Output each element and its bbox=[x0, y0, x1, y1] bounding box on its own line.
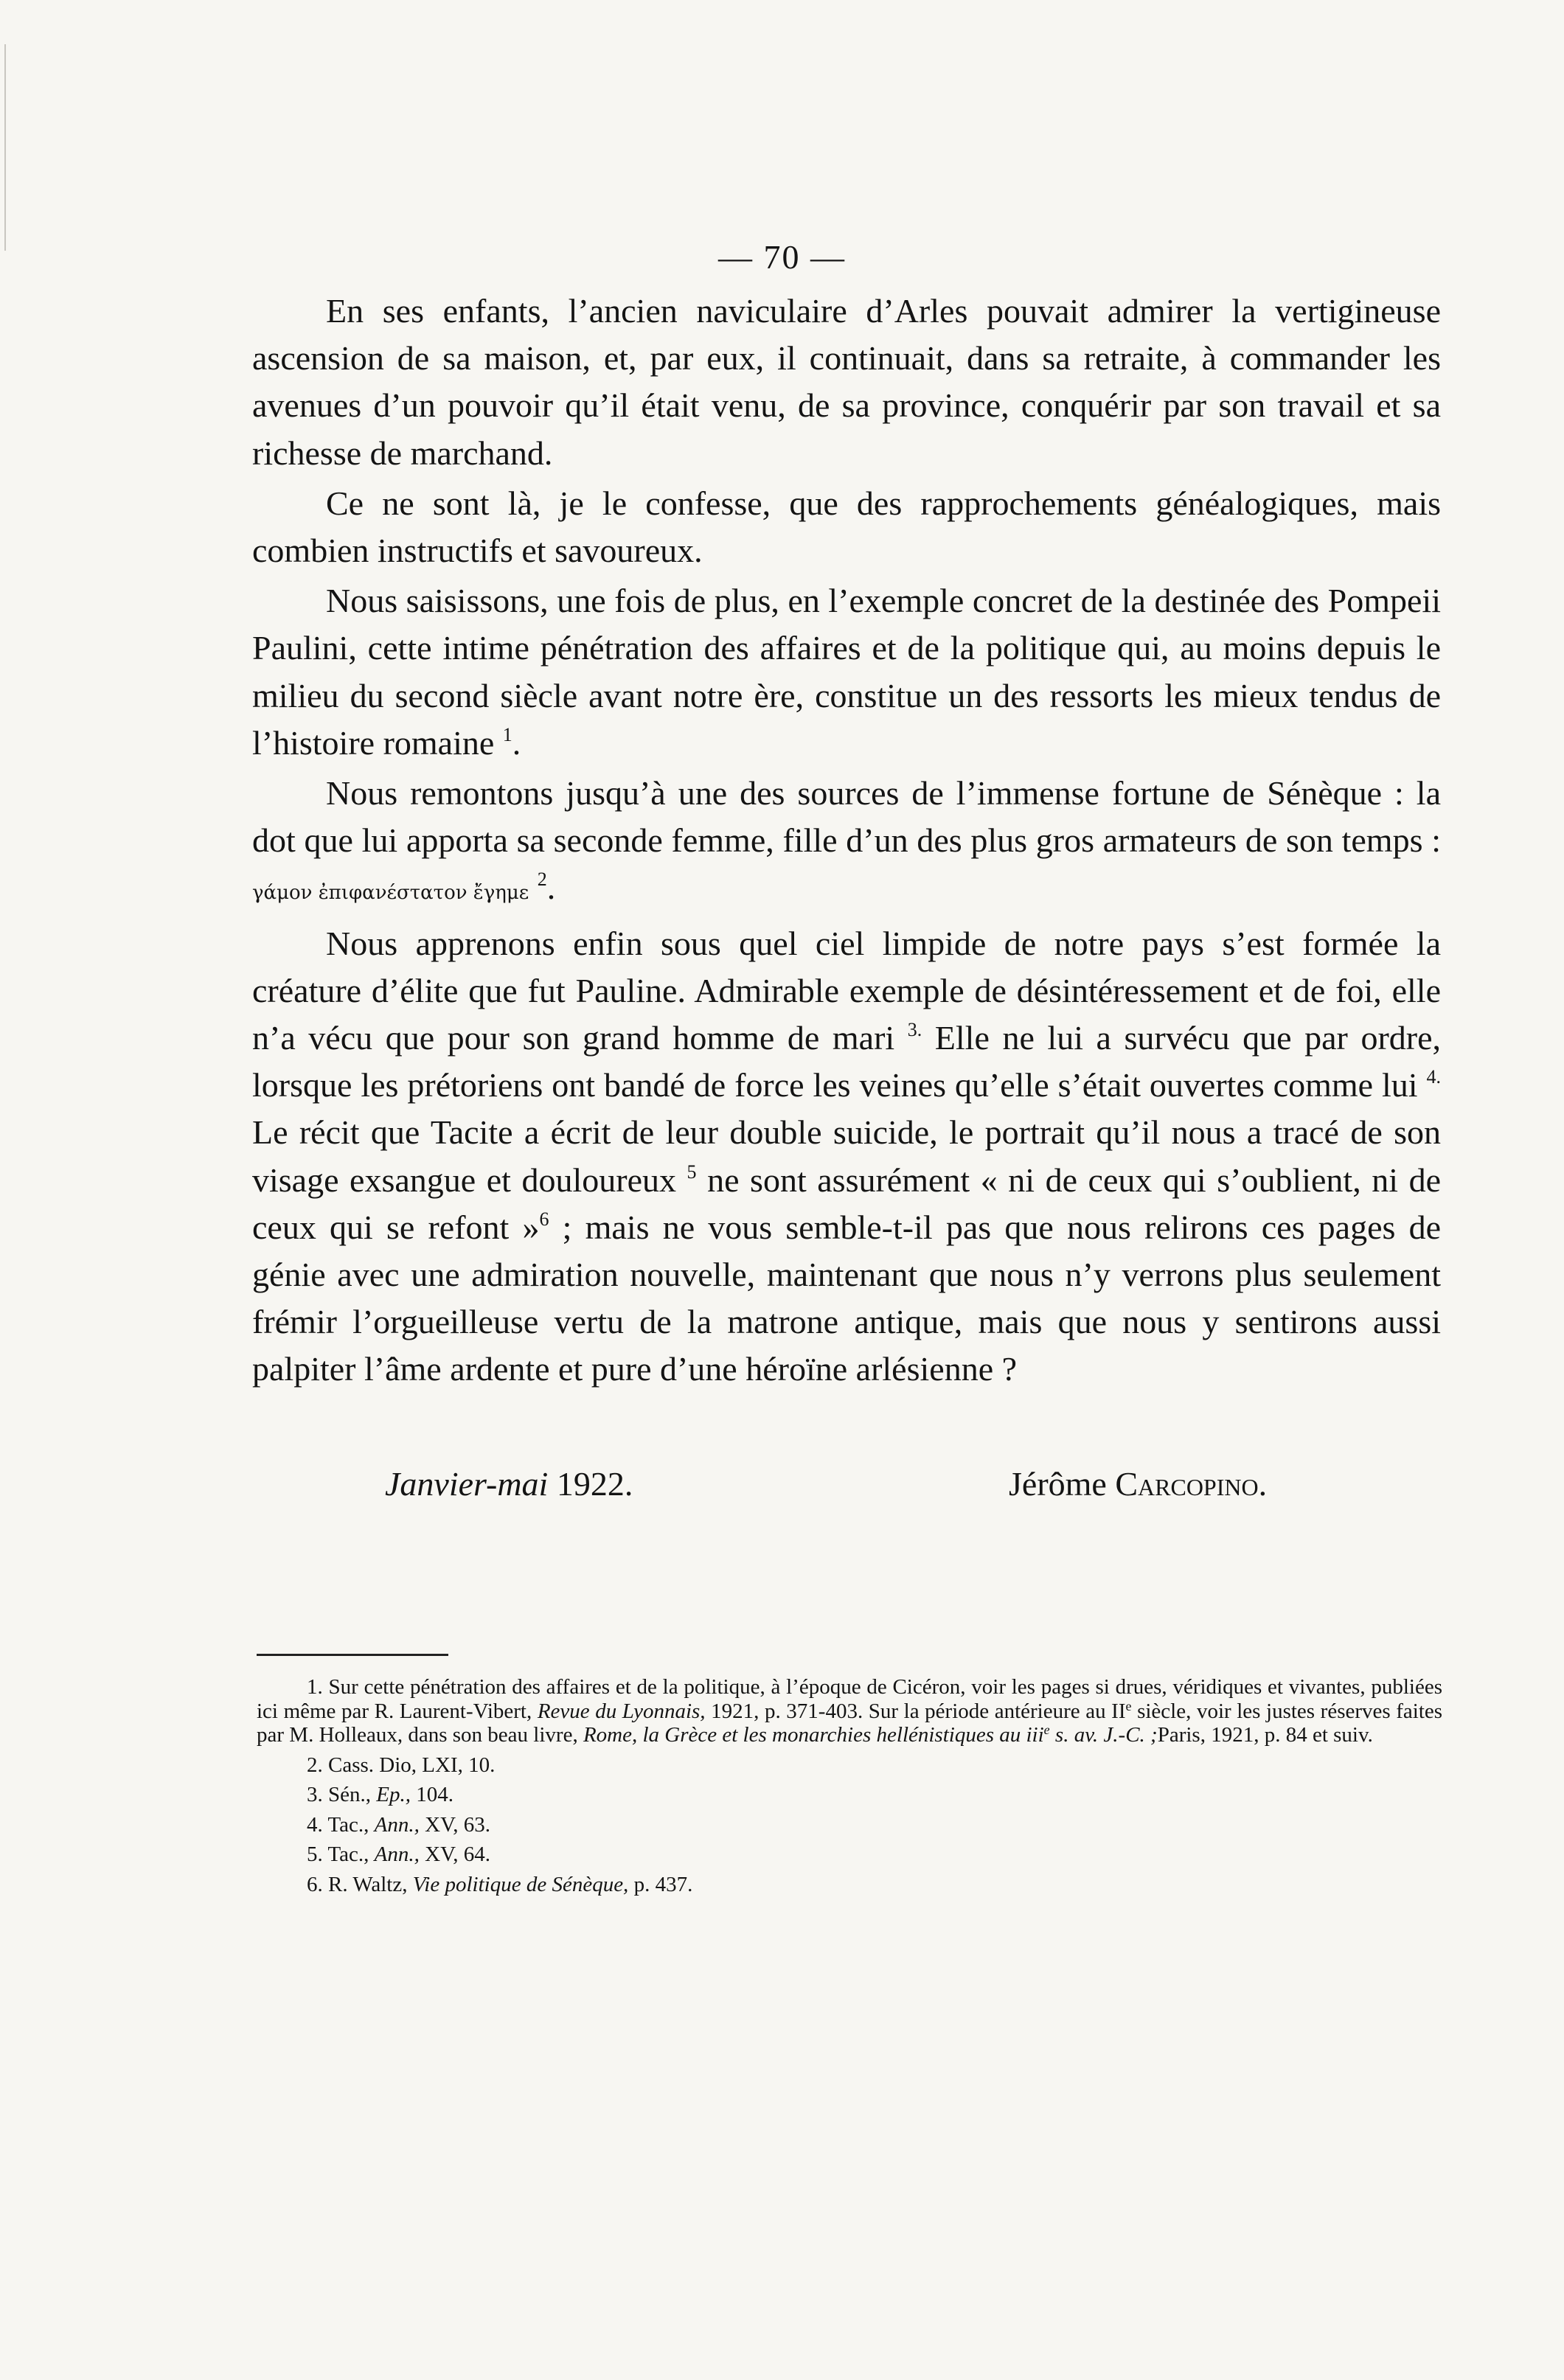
paragraph-5-part-1: Nous apprenons enfin sous quel ciel limpide de notre pays s’est formée la créature d’élite que fut Pauline. Admirable exemple de désintéressement et de foi, elle n’a vécu que pour son grand homme de mari bbox=[252, 924, 1441, 1057]
paragraph-3 bbox=[252, 577, 1441, 767]
signature-year: 1922. bbox=[556, 1465, 633, 1503]
footnote-1-century-sup: e bbox=[1125, 1698, 1132, 1713]
footnote-ref-5[interactable]: 5 bbox=[687, 1161, 697, 1183]
paragraph-5-part-2: Elle ne lui a survécu que par ordre, lorsque les prétoriens ont bandé de force les veines qu’elle s’était ouvertes comme lui bbox=[252, 1019, 1441, 1104]
footnote-ref-3[interactable]: 3. bbox=[907, 1019, 922, 1041]
footnote-6-number: 6. bbox=[307, 1872, 323, 1896]
footnote-1-book-title: Rome, la Grèce et les monarchies hellénistiques au bbox=[583, 1723, 1021, 1747]
scan-edge-mark bbox=[4, 44, 6, 251]
footnote-3 bbox=[257, 1783, 1442, 1807]
greek-quote: γάμον ἐπιφανέστατον ἔγημε bbox=[252, 882, 529, 905]
paragraph-4-tail: . bbox=[546, 869, 556, 907]
paragraph-1: En ses enfants, l’ancien naviculaire d’Arles pouvait admirer la vertigineuse ascension de sa maison, et, par eux, il continuait, dans sa retraite, à commander les avenues d’un pouvoir qu’il était venu, de sa province, conquérir par son travail et sa richesse de marchand. bbox=[252, 292, 1441, 472]
signature-month: Janvier-mai bbox=[385, 1465, 549, 1503]
paragraph-3-text: Nous saisissons, une fois de plus, en l’exemple concret de la destinée des Pompeii Paulini, cette intime pénétration des affaires et de la politique qui, au moins depuis le milieu du second siècle avant notre ère, constitue un des ressorts les mieux tendus de l’histoire romaine bbox=[252, 582, 1441, 762]
footnote-5-work: Ann., bbox=[374, 1843, 420, 1866]
footnotes bbox=[257, 1675, 1442, 1896]
page-number: — 70 — bbox=[718, 238, 846, 276]
footnote-1-text-f: siècle, voir les justes réserves faites par M. Holleaux, dans son beau livre, bbox=[257, 1699, 1443, 1747]
footnote-6-work: Vie politique de Sénèque, bbox=[412, 1872, 629, 1896]
footnote-1-century: II bbox=[1111, 1699, 1126, 1723]
footnote-ref-6[interactable]: 6 bbox=[539, 1208, 549, 1230]
footnote-3-work: Ep., bbox=[376, 1783, 411, 1806]
paragraph-5 bbox=[252, 920, 1441, 1393]
footnote-4-work: Ann., bbox=[374, 1812, 420, 1837]
footnote-1-book-title-end: s. av. J.-C. ; bbox=[1054, 1723, 1158, 1747]
footnote-5 bbox=[257, 1843, 1442, 1867]
footnote-3-number: 3. bbox=[307, 1783, 323, 1806]
footnote-separator bbox=[257, 1654, 448, 1656]
footnote-4 bbox=[257, 1813, 1442, 1837]
footnote-2 bbox=[257, 1753, 1442, 1778]
paragraph-5-part-4: ne sont assurément « ni de ceux qui s’oublient, ni de ceux qui se refont » bbox=[252, 1161, 1441, 1246]
signature-date bbox=[385, 1464, 633, 1503]
paragraph-4 bbox=[252, 770, 1441, 917]
footnote-5-number: 5. bbox=[307, 1843, 323, 1866]
author-last-name: Carcopino. bbox=[1115, 1465, 1268, 1503]
footnote-3-ref: 104. bbox=[416, 1783, 453, 1806]
footnote-4-number: 4. bbox=[307, 1812, 323, 1837]
main-text bbox=[252, 288, 1441, 1393]
footnote-ref-4[interactable]: 4. bbox=[1426, 1066, 1441, 1088]
footnote-4-author: Tac., bbox=[327, 1812, 369, 1837]
author-first-name: Jérôme bbox=[1009, 1465, 1107, 1503]
footnote-6 bbox=[257, 1873, 1442, 1897]
paragraph-3-tail: . bbox=[512, 723, 521, 762]
paragraph-2: Ce ne sont là, je le confesse, que des rapprochements généalogiques, mais combien instructifs et savoureux. bbox=[252, 484, 1441, 570]
footnote-6-ref: p. 437. bbox=[633, 1872, 693, 1896]
footnote-6-author: R. Waltz, bbox=[328, 1872, 408, 1896]
paragraph-5-part-3: Le récit que Tacite a écrit de leur double suicide, le portrait qu’il nous a tracé de son visage exsangue et douloureux bbox=[252, 1113, 1441, 1199]
footnote-5-author: Tac., bbox=[327, 1843, 369, 1866]
footnote-1 bbox=[257, 1675, 1442, 1747]
footnote-1-text-c: 1921, p. 371-403. Sur la période antérieure au bbox=[711, 1699, 1106, 1723]
footnote-1-text-k: Paris, 1921, p. 84 et suiv. bbox=[1157, 1723, 1373, 1747]
footnote-1-text-a: Sur cette pénétration des affaires et de la politique, à l’époque de Cicéron, voir les pages si drues, véridiques et vivantes, publiées ici même par R. Laurent-Vibert, bbox=[257, 1675, 1442, 1723]
footnote-1-book-century-sup: e bbox=[1043, 1722, 1050, 1737]
footnote-1-book-century: iii bbox=[1026, 1723, 1044, 1747]
footnote-5-ref: XV, 64. bbox=[425, 1843, 491, 1866]
footnote-4-ref: XV, 63. bbox=[425, 1812, 491, 1837]
footnote-ref-2[interactable]: 2 bbox=[537, 869, 547, 891]
footnote-ref-1[interactable]: 1 bbox=[502, 723, 512, 745]
footnote-2-text: Cass. Dio, LXI, 10. bbox=[328, 1753, 496, 1777]
footnote-1-number: 1. bbox=[307, 1675, 323, 1699]
footnote-1-journal: Revue du Lyonnais, bbox=[537, 1699, 706, 1723]
footnote-3-author: Sén., bbox=[328, 1783, 371, 1806]
paragraph-5-part-5: ; mais ne vous semble-t-il pas que nous relirons ces pages de génie avec une admiration nouvelle, maintenant que nous n’y verrons plus seulement frémir l’orgueilleuse vertu de la matrone antique, mais que nous y sentirons aussi palpiter l’âme ardente et pure d’une héroïne arlésienne ? bbox=[252, 1208, 1441, 1388]
signature-author bbox=[1009, 1464, 1267, 1503]
footnote-2-number: 2. bbox=[307, 1753, 323, 1777]
paragraph-4-text: Nous remontons jusqu’à une des sources de l’immense fortune de Sénèque : la dot que lui apporta sa seconde femme, fille d’un des plus gros armateurs de son temps : bbox=[252, 774, 1441, 860]
